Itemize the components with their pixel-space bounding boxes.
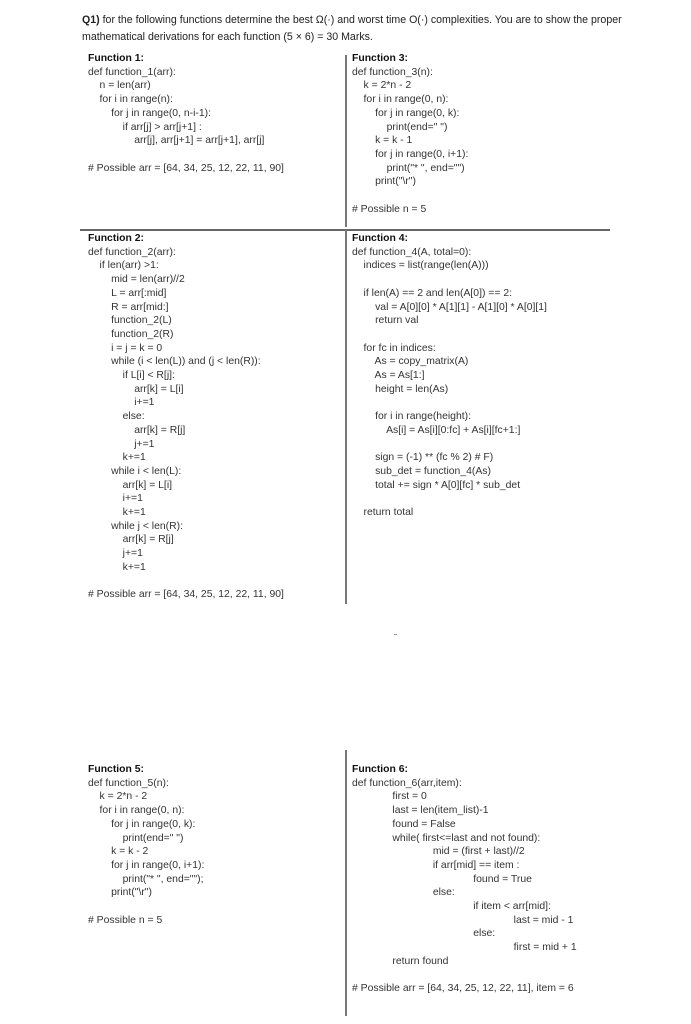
code-line: k+=1 — [88, 561, 146, 573]
code-line: def function_4(A, total=0): — [352, 246, 472, 258]
code-line: for i in range(0, n): — [88, 805, 185, 817]
question-text — [82, 12, 622, 46]
code-line: # Possible arr = [64, 34, 25, 12, 22, 11], item = 6 — [352, 983, 574, 995]
code-line: val = A[0][0] * A[1][1] - A[1][0] * A[0][1] — [352, 301, 547, 313]
function-6-block — [352, 763, 577, 996]
code-line: print(end=" ") — [88, 832, 184, 844]
function-title: Function 3: — [352, 53, 408, 64]
code-line: height = len(As) — [352, 383, 449, 395]
code-line: for i in range(n): — [88, 94, 173, 106]
column-divider — [345, 750, 347, 1016]
code-line — [352, 438, 547, 452]
code-line: i+=1 — [88, 397, 155, 409]
code-line: if item < arr[mid]: — [352, 901, 551, 913]
code-line: if arr[j] > arr[j+1] : — [88, 121, 202, 133]
code-line: for j in range(0, i+1): — [352, 148, 469, 160]
code-line — [352, 396, 547, 410]
code-line: print(end=" ") — [352, 121, 448, 133]
code-line: for j in range(0, k): — [352, 107, 460, 119]
code-line: # Possible n = 5 — [352, 203, 427, 215]
code-line: R = arr[mid:] — [88, 301, 169, 313]
code-line: print("* ", end="") — [352, 162, 465, 174]
code-line: return total — [352, 506, 414, 518]
code-line: arr[k] = L[i] — [88, 479, 173, 491]
code-line: j+=1 — [88, 438, 155, 450]
code-line: print("* ", end=""); — [88, 873, 204, 885]
function-3-block — [352, 52, 468, 216]
code-line — [88, 900, 204, 914]
code-line: L = arr[:mid] — [88, 287, 167, 299]
code-line: k = 2*n - 2 — [352, 80, 412, 92]
code-line: As = copy_matrix(A) — [352, 356, 469, 368]
code-line: arr[k] = L[i] — [88, 383, 184, 395]
code-line: arr[k] = R[j] — [88, 534, 174, 546]
code-line: sub_det = function_4(As) — [352, 465, 491, 477]
code-line: if L[i] < R[j]: — [88, 370, 175, 382]
code-line: function_2(L) — [88, 315, 172, 327]
code-line: def function_3(n): — [352, 66, 433, 78]
code-line: def function_6(arr,item): — [352, 777, 462, 789]
code-line: arr[k] = R[j] — [88, 424, 186, 436]
code-line: As[i] = As[i][0:fc] + As[i][fc+1:] — [352, 424, 521, 436]
code-line: # Possible n = 5 — [88, 914, 163, 926]
code-line: mid = (first + last)//2 — [352, 846, 525, 858]
code-line: i+=1 — [88, 493, 143, 505]
code-line: k+=1 — [88, 452, 146, 464]
code-line: # Possible arr = [64, 34, 25, 12, 22, 11, 90] — [88, 589, 284, 601]
code-line: sign = (-1) ** (fc % 2) # F) — [352, 452, 494, 464]
code-line: else: — [88, 411, 145, 423]
code-line: total += sign * A[0][fc] * sub_det — [352, 479, 521, 491]
code-line: last = mid - 1 — [352, 914, 574, 926]
code-line: last = len(item_list)-1 — [352, 805, 489, 817]
code-line: return val — [352, 315, 419, 327]
code-line: return found — [352, 955, 449, 967]
code-line: while( first<=last and not found): — [352, 832, 541, 844]
code-line: As = As[1:] — [352, 370, 425, 381]
code-line: else: — [352, 928, 496, 940]
code-line: while j < len(R): — [88, 520, 183, 532]
code-line — [352, 273, 547, 287]
code-line — [352, 969, 577, 983]
question-body: for the following functions determine the best Ω(·) and worst time O(·) complexities. You are to show the proper mathematical derivations for each function (5 × 6) = 30 Marks. — [82, 14, 622, 43]
code-line — [352, 189, 468, 203]
column-divider — [345, 55, 347, 227]
code-line: print("\r") — [352, 176, 416, 188]
question-label: Q1) — [82, 14, 100, 26]
code-line: n = len(arr) — [88, 80, 151, 92]
code-line — [352, 492, 547, 506]
code-line: k = k - 1 — [352, 135, 413, 147]
function-title: Function 2: — [88, 233, 144, 244]
stray-mark — [394, 634, 397, 635]
code-line: found = True — [352, 873, 532, 885]
code-line — [88, 148, 284, 162]
code-line: arr[j], arr[j+1] = arr[j+1], arr[j] — [88, 135, 265, 147]
code-line: first = mid + 1 — [352, 942, 577, 954]
function-title: Function 6: — [352, 764, 408, 775]
code-line: k = 2*n - 2 — [88, 791, 148, 803]
code-line: found = False — [352, 818, 456, 830]
function-2-block — [88, 232, 284, 602]
code-line: print("\r") — [88, 887, 152, 899]
code-line — [352, 328, 547, 342]
code-line: i = j = k = 0 — [88, 342, 163, 354]
code-line: function_2(R) — [88, 328, 174, 340]
code-line: k+=1 — [88, 507, 146, 519]
code-line: def function_5(n): — [88, 777, 169, 789]
function-title: Function 1: — [88, 53, 144, 64]
code-line: for j in range(0, k): — [88, 818, 196, 830]
code-line: first = 0 — [352, 791, 427, 803]
code-line: mid = len(arr)//2 — [88, 274, 185, 286]
function-4-block — [352, 232, 547, 520]
code-line: if arr[mid] == item : — [352, 859, 520, 871]
code-line: def function_1(arr): — [88, 66, 176, 78]
code-line: for j in range(0, i+1): — [88, 859, 205, 871]
code-line: def function_2(arr): — [88, 246, 176, 258]
function-title: Function 4: — [352, 233, 408, 244]
function-1-block — [88, 52, 284, 175]
column-divider — [345, 230, 347, 604]
code-line: # Possible arr = [64, 34, 25, 12, 22, 11, 90] — [88, 162, 284, 174]
code-line: j+=1 — [88, 548, 143, 560]
code-line: for j in range(0, n-i-1): — [88, 107, 211, 119]
code-line: if len(A) == 2 and len(A[0]) == 2: — [352, 287, 512, 299]
code-line: for fc in indices: — [352, 342, 436, 354]
code-line — [88, 575, 284, 589]
code-line: indices = list(range(len(A))) — [352, 260, 489, 272]
code-line: for i in range(height): — [352, 411, 471, 423]
code-line: while i < len(L): — [88, 465, 182, 477]
function-5-block — [88, 763, 204, 927]
function-title: Function 5: — [88, 764, 144, 775]
code-line: else: — [352, 887, 455, 899]
code-line: while (i < len(L)) and (j < len(R)): — [88, 356, 261, 368]
code-line: if len(arr) >1: — [88, 260, 159, 272]
code-line: k = k - 2 — [88, 846, 149, 858]
code-line: for i in range(0, n): — [352, 94, 449, 106]
